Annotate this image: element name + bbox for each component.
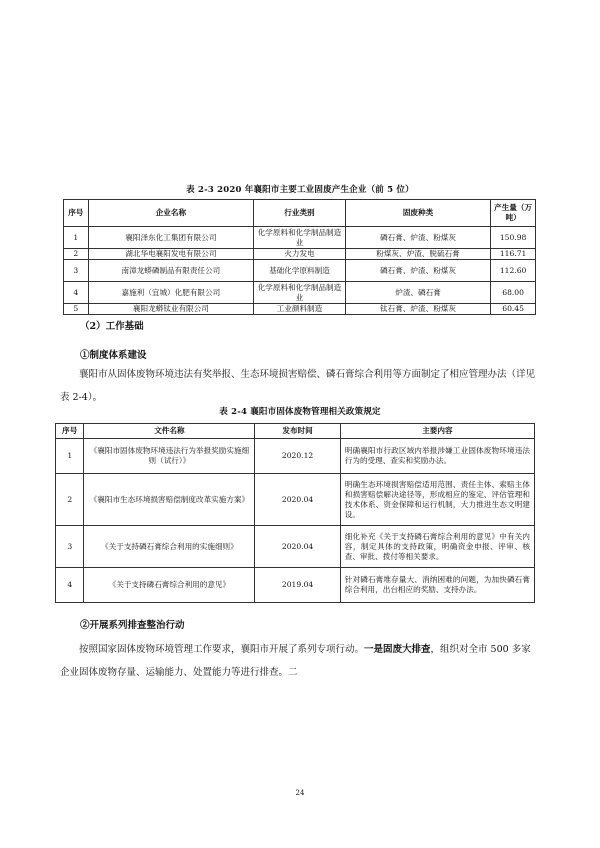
cell: 《关于支持磷石膏综合利用的实施细则》: [84, 526, 255, 568]
cell: 1: [64, 227, 89, 249]
header-cell: 企业名称: [88, 200, 254, 227]
cell: 粉煤灰、炉渣、脱硫石膏: [345, 249, 490, 260]
header-cell: 序号: [56, 424, 84, 439]
cell: 3: [64, 260, 89, 282]
header-cell: 文件名称: [84, 424, 255, 439]
cell: 2019.04: [255, 568, 340, 603]
cell: 1: [56, 439, 84, 474]
table-row: [64, 227, 536, 249]
table-row: [56, 439, 535, 474]
subsection-heading: ②开展系列排查整治行动: [80, 620, 185, 631]
cell: 化学原料和化学制品制造业: [254, 282, 346, 304]
cell: 5: [64, 304, 89, 315]
table-row: [64, 282, 536, 304]
table-row: [56, 568, 535, 603]
cell: 南漳龙蟒磷制品有限责任公司: [88, 260, 254, 282]
cell: 炉渣、磷石膏: [345, 282, 490, 304]
table-row: [64, 260, 536, 282]
table-header-row: [56, 424, 535, 439]
cell: 工业颜料制造: [254, 304, 346, 315]
header-cell: 行业类别: [254, 200, 346, 227]
cell: 明确生态环境损害赔偿适用范围、责任主体、索赔主体和损害赔偿解决途径等，形成相应的鉴定、评估管理和技术体系、资金保障和运行机制，大力推进生态文明建设。: [340, 474, 534, 526]
cell: 2020.04: [255, 474, 340, 526]
header-cell: 固废种类: [345, 200, 490, 227]
table-row: [64, 304, 536, 315]
table-row: [56, 474, 535, 526]
cell: 钛石膏、炉渣、粉煤灰: [345, 304, 490, 315]
cell: 150.98: [491, 227, 536, 249]
body-paragraph: 襄阳市从固体废物环境违法有奖举报、生态环境损害赔偿、磷石膏综合利用等方面制定了相应管理办法（详见表 2-4）。: [60, 369, 536, 403]
header-cell: 发布时间: [255, 424, 340, 439]
cell: 3: [56, 526, 84, 568]
cell: 2: [64, 249, 89, 260]
cell: 化学原料和化学制品制造业: [254, 227, 346, 249]
cell: 襄阳龙蟒钛业有限公司: [88, 304, 254, 315]
cell: 60.45: [491, 304, 536, 315]
table-row: [64, 249, 536, 260]
cell: 基础化学原料制造: [254, 260, 346, 282]
cell: 4: [64, 282, 89, 304]
table2-caption: 表 2-4 襄阳市固体废物管理相关政策规定: [219, 407, 381, 417]
table1-caption: 表 2-3 2020 年襄阳市主要工业固废产生企业（前 5 位）: [186, 185, 414, 195]
cell: 《襄阳市固体废物环境违法行为举报奖励实施细则（试行）》: [84, 439, 255, 474]
cell: 针对磷石膏堆存量大、消纳困难的问题，为加快磷石膏综合利用，出台相应的奖励、支持办法。: [340, 568, 534, 603]
cell: 磷石膏、炉渣、粉煤灰: [345, 227, 490, 249]
cell: 4: [56, 568, 84, 603]
table-header-row: [64, 200, 536, 227]
cell: 112.60: [491, 260, 536, 282]
cell: 明确襄阳市行政区域内举报涉嫌工业固体废物环境违法行为的受理、查实和奖励办法。: [340, 439, 534, 474]
header-cell: 主要内容: [340, 424, 534, 439]
policy-table: [55, 423, 535, 603]
table-row: [56, 526, 535, 568]
cell: 《襄阳市生态环境损害赔偿制度改革实施方案》: [84, 474, 255, 526]
subsection-heading: ①制度体系建设: [80, 350, 147, 361]
cell: 116.71: [491, 249, 536, 260]
cell: 磷石膏、炉渣、粉煤灰: [345, 260, 490, 282]
page-number: 24: [295, 789, 305, 797]
industrial-waste-table: [63, 199, 536, 315]
cell: 2: [56, 474, 84, 526]
header-cell: 序号: [64, 200, 89, 227]
cell: 2020.12: [255, 439, 340, 474]
paragraph-text: 按照国家固体废物环境管理工作要求，襄阳市开展了系列专项行动。: [79, 644, 365, 655]
cell: 2020.04: [255, 526, 340, 568]
cell: 襄阳泽东化工集团有限公司: [88, 227, 254, 249]
body-paragraph: [60, 638, 540, 684]
cell: 湖北华电襄阳发电有限公司: [88, 249, 254, 260]
emphasis-text: 一是固废大排查: [364, 644, 431, 655]
cell: 细化补充《关于支持磷石膏综合利用的意见》中有关内容，制定具体的支持政策，明确资金申报、评审、核查、审批、拨付等相关要求。: [340, 526, 534, 568]
cell: 68.00: [491, 282, 536, 304]
section-heading: （2）工作基础: [80, 321, 144, 332]
cell: 《关于支持磷石膏综合利用的意见》: [84, 568, 255, 603]
paragraph-text: ，组织对全市 500 多家企业固体废物存量、运输能力、处置能力等进行排查。二: [60, 644, 531, 678]
cell: 嘉施利（宜城）化肥有限公司: [88, 282, 254, 304]
header-cell: 产生量（万吨）: [491, 200, 536, 227]
cell: 火力发电: [254, 249, 346, 260]
